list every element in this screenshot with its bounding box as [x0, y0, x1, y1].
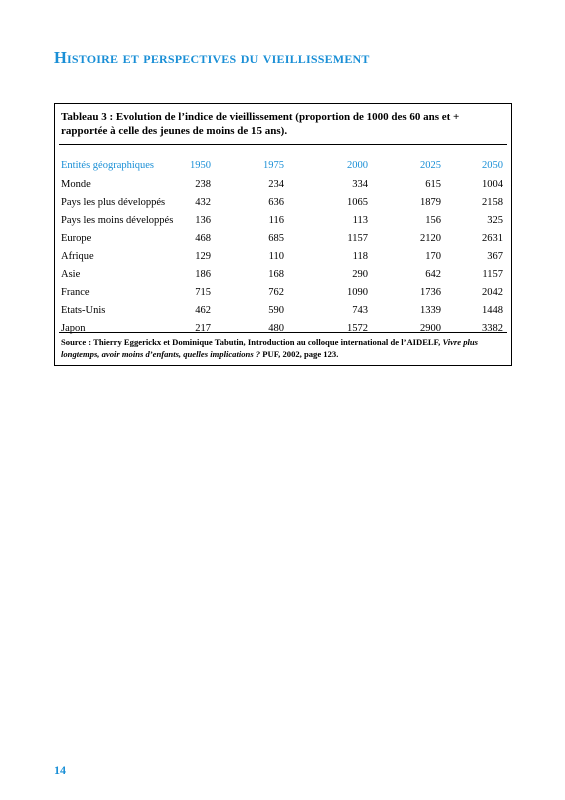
- value-cell: 116: [268, 214, 284, 226]
- table-box: [54, 103, 512, 366]
- page-number: 14: [54, 763, 66, 777]
- value-cell: 1065: [347, 196, 368, 208]
- table-row: [61, 283, 503, 301]
- column-header: 1975: [263, 160, 284, 171]
- table-source: [61, 336, 509, 360]
- value-cell: 1339: [420, 304, 441, 316]
- entity-cell: Europe: [61, 232, 92, 244]
- value-cell: 743: [352, 304, 368, 316]
- value-cell: 110: [268, 250, 284, 262]
- table-header-row: [61, 156, 503, 175]
- value-cell: 2631: [482, 232, 503, 244]
- entity-cell: Afrique: [61, 250, 94, 262]
- value-cell: 170: [425, 250, 441, 262]
- source-divider: [59, 332, 507, 333]
- value-cell: 2042: [482, 286, 503, 298]
- value-cell: 290: [352, 268, 368, 280]
- value-cell: 762: [268, 286, 284, 298]
- page-header: Histoire et perspectives du vieillissement: [54, 48, 370, 67]
- value-cell: 334: [352, 178, 368, 190]
- value-cell: 217: [195, 322, 211, 334]
- value-cell: 1879: [420, 196, 441, 208]
- value-cell: 1448: [482, 304, 503, 316]
- data-table: [61, 156, 503, 337]
- value-cell: 636: [268, 196, 284, 208]
- value-cell: 3382: [482, 322, 503, 334]
- value-cell: 468: [195, 232, 211, 244]
- value-cell: 1157: [347, 232, 368, 244]
- value-cell: 118: [352, 250, 368, 262]
- table-caption: Tableau 3 : Evolution de l’indice de vieillissement (proportion de 1000 des 60 ans et + rapportée à celle des jeunes de moins de 15 ans).: [61, 111, 460, 137]
- column-header: 2000: [347, 160, 368, 171]
- caption-divider: [59, 144, 507, 145]
- entity-cell: Monde: [61, 178, 91, 190]
- value-cell: 462: [195, 304, 211, 316]
- value-cell: 1090: [347, 286, 368, 298]
- entity-cell: Asie: [61, 268, 81, 280]
- source-prefix: Source : Thierry Eggerickx et Dominique Tabutin, Introduction au colloque international de l’AIDELF,: [61, 337, 441, 347]
- table-row: [61, 175, 503, 193]
- value-cell: 367: [487, 250, 503, 262]
- column-header: 1950: [190, 160, 211, 171]
- source-title: Vivre plus longtemps, avoir moins d’enfants, quelles implications ?: [61, 337, 479, 359]
- value-cell: 156: [425, 214, 441, 226]
- value-cell: 432: [195, 196, 211, 208]
- value-cell: 1572: [347, 322, 368, 334]
- value-cell: 642: [425, 268, 441, 280]
- table-row: [61, 265, 503, 283]
- entity-cell: Pays les plus développés: [61, 196, 166, 208]
- value-cell: 168: [268, 268, 284, 280]
- table-row: [61, 247, 503, 265]
- table-row: [61, 301, 503, 319]
- value-cell: 1157: [482, 268, 503, 280]
- entity-cell: Etats-Unis: [61, 304, 106, 316]
- value-cell: 113: [352, 214, 368, 226]
- value-cell: 136: [195, 214, 211, 226]
- entity-cell: France: [61, 286, 90, 298]
- value-cell: 1736: [420, 286, 441, 298]
- value-cell: 480: [268, 322, 284, 334]
- table-row: [61, 319, 503, 337]
- column-header: 2050: [482, 160, 503, 171]
- table-row: [61, 193, 503, 211]
- value-cell: 685: [268, 232, 284, 244]
- entity-cell: Pays les moins développés: [61, 214, 174, 226]
- value-cell: 234: [268, 178, 284, 190]
- table-row: [61, 229, 503, 247]
- value-cell: 1004: [482, 178, 503, 190]
- value-cell: 2120: [420, 232, 441, 244]
- value-cell: 238: [195, 178, 211, 190]
- table-row: [61, 211, 503, 229]
- value-cell: 615: [425, 178, 441, 190]
- value-cell: 590: [268, 304, 284, 316]
- value-cell: 186: [195, 268, 211, 280]
- column-header: 2025: [420, 160, 441, 171]
- value-cell: 2158: [482, 196, 503, 208]
- column-header: Entités géographiques: [61, 160, 155, 171]
- value-cell: 325: [487, 214, 503, 226]
- value-cell: 715: [195, 286, 211, 298]
- entity-cell: Japon: [61, 322, 86, 334]
- value-cell: 2900: [420, 322, 441, 334]
- value-cell: 129: [195, 250, 211, 262]
- source-suffix: PUF, 2002, page 123.: [262, 349, 339, 359]
